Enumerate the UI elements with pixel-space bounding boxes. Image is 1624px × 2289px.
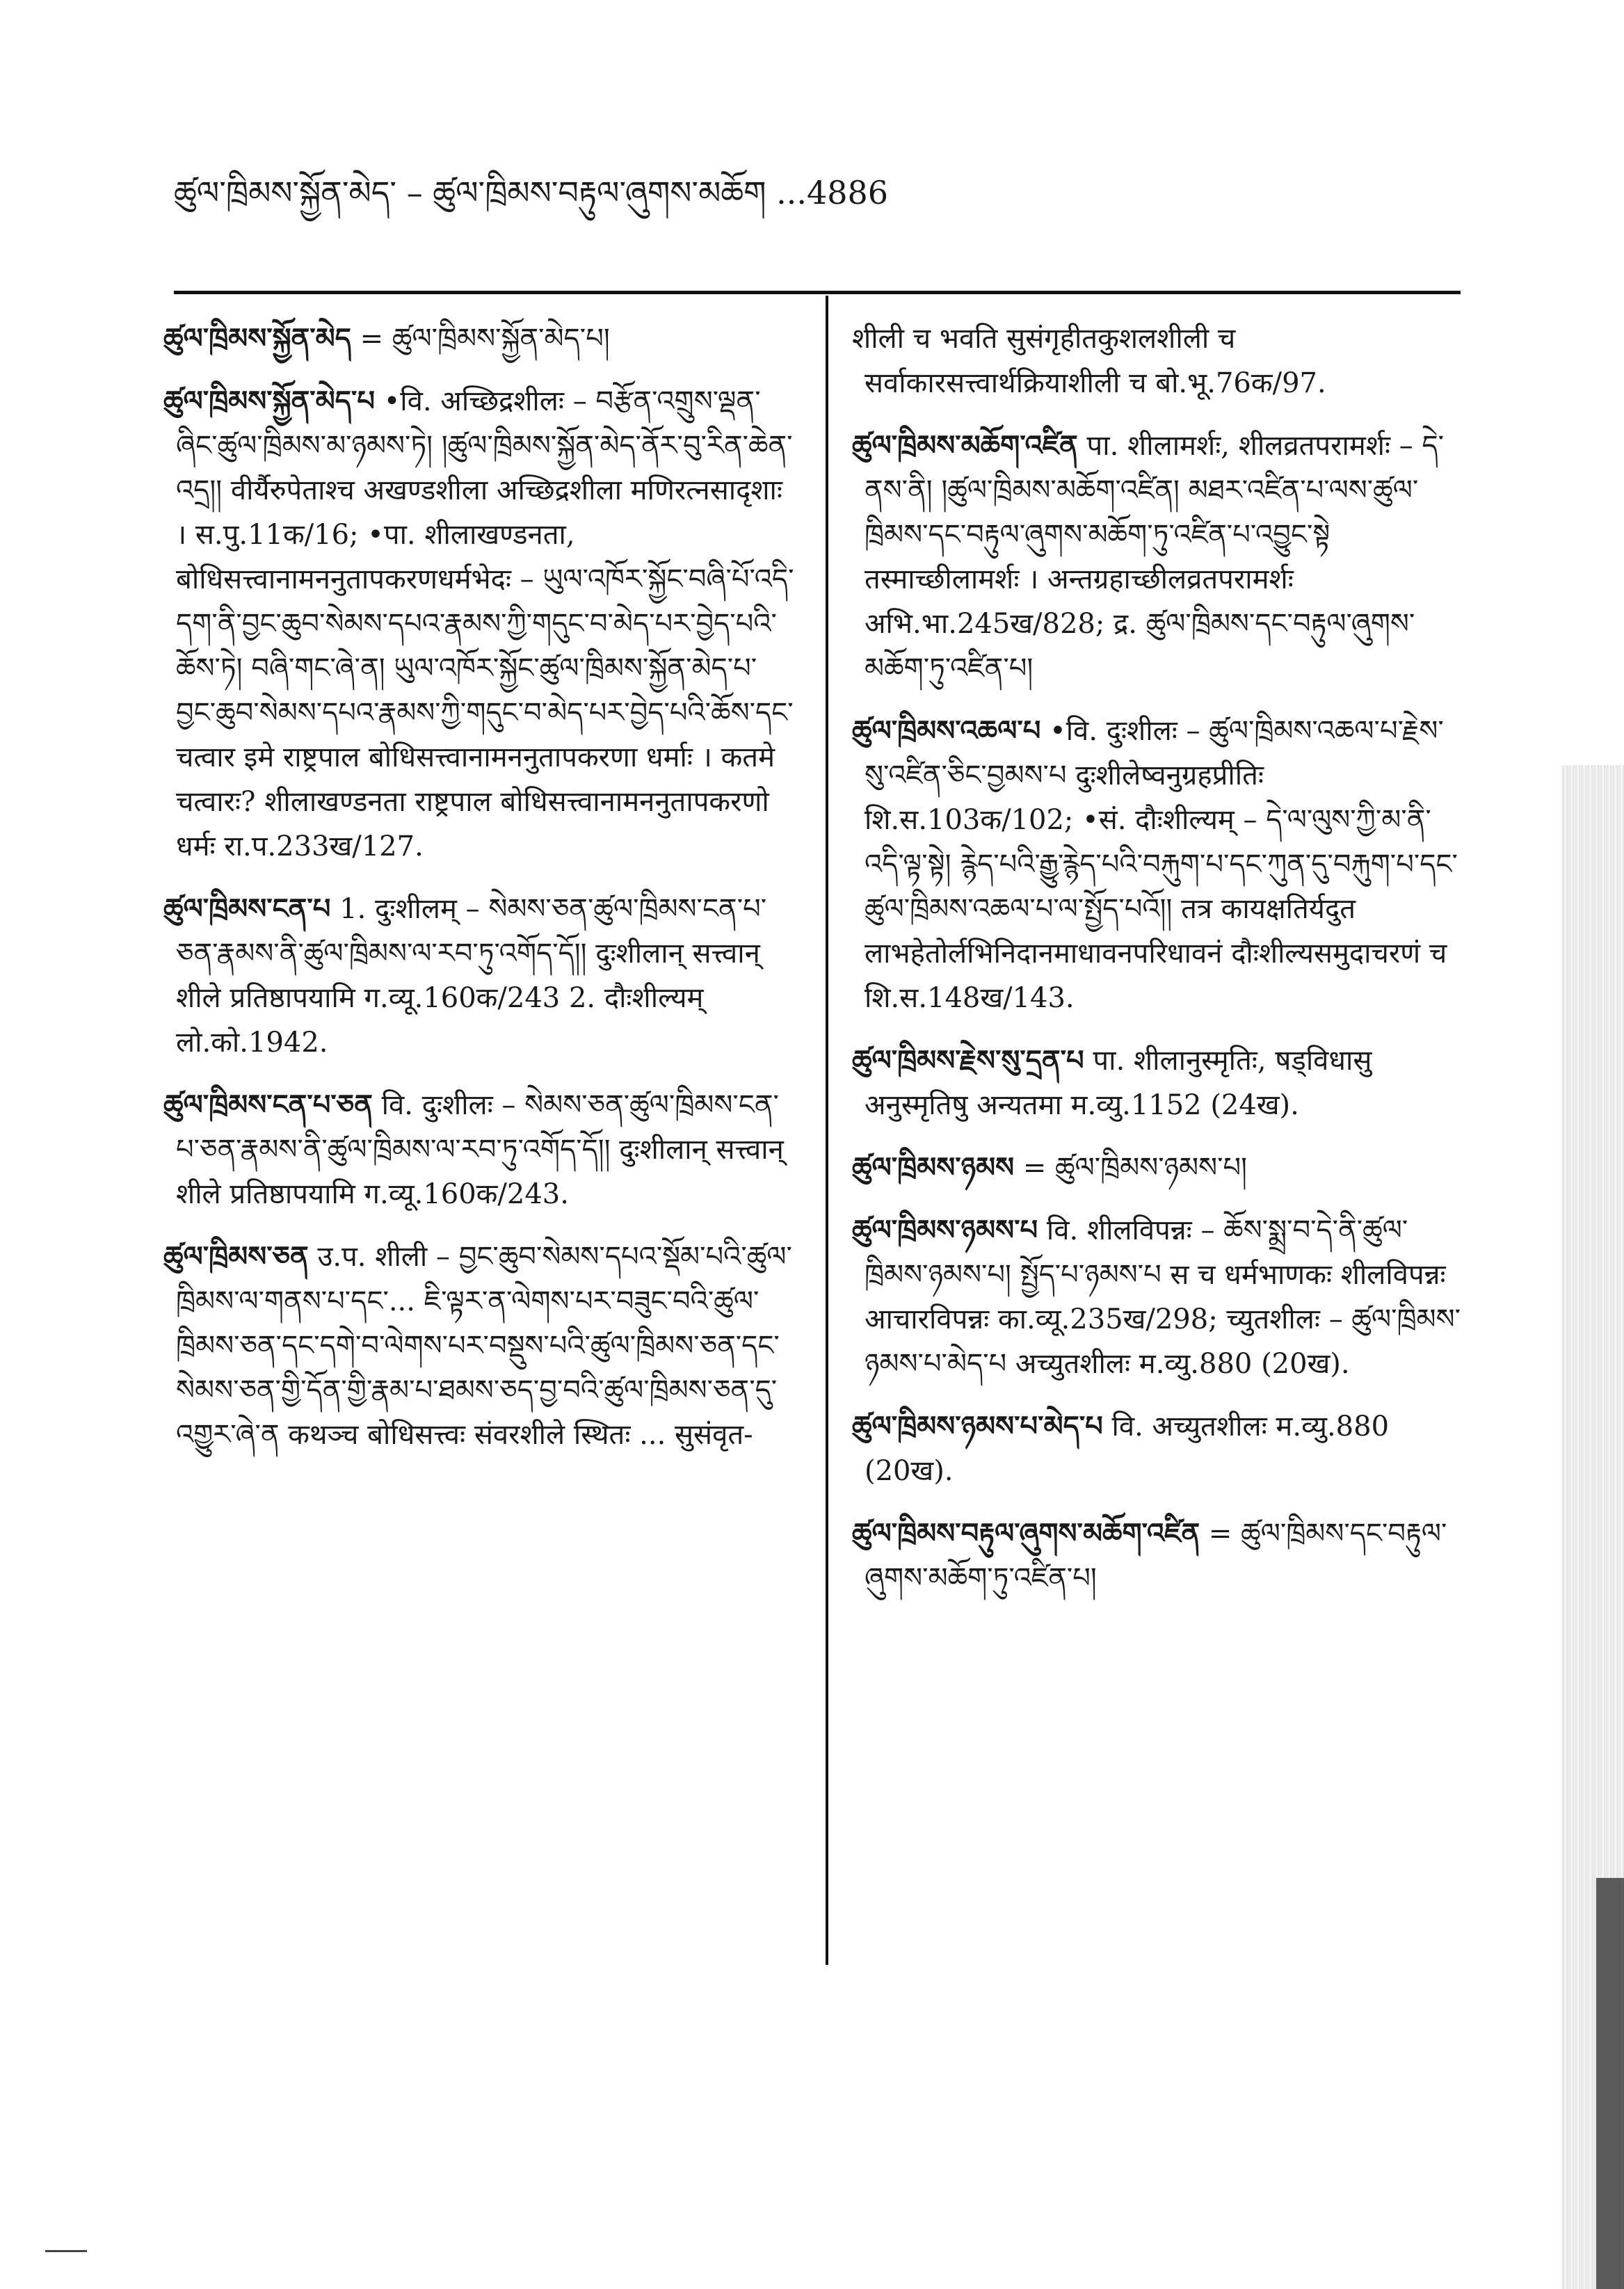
entry-headword: ཚུལ་ཁྲིམས་མཆོག་འཛིན	[852, 429, 1078, 462]
entry-definition: •वि. दुःशीलः – ཚུལ་ཁྲིམས་འཆལ་པ་རྗེས་སུ་འཛིན་ཅིང་བྱམས་པ दुःशीलेष्वनुग्रहप्रीतिः शि.स.103क/102; •सं. दौःशील्यम् – དེ་ལ་ལུས་ཀྱི་མ་ནི་འདི་ལྟ་སྟེ། རྙེད་པའི་རྒྱུ་རྙེད་པའི་བརྐུག་པ་དང་ཀུན་དུ་བརྐུག་པ་དང་ཚུལ་ཁྲིམས་འཆལ་པ་ལ་སྤྱོད་པའོ།། तत्र कायक्षतिर्यदुत लाभहेतोर्लभिनिदानमाधावनपरिधावनं दौःशील्यसमुदाचरणं च शि.स.148ख/143.	[865, 715, 1458, 1014]
entry-definition: 1. दुःशीलम् – སེམས་ཅན་ཚུལ་ཁྲིམས་ངན་པ་ཅན་རྣམས་ནི་ཚུལ་ཁྲིམས་ལ་རབ་ཏུ་འགོད་དོ།། दुःशीलान् सत्त्वान् शीले प्रतिष्ठापयामि ग.व्यू.160क/243 2. दौःशील्यम् लो.को.1942.	[176, 893, 767, 1059]
entry-headword: ཚུལ་ཁྲིམས་ངན་པ་ཅན	[163, 1089, 373, 1121]
dictionary-entry	[163, 379, 796, 869]
dictionary-entry	[163, 887, 796, 1065]
entry-headword: ཚུལ་ཁྲིམས་སྐྱོན་མེད	[163, 322, 351, 355]
entry-headword: ཚུལ་ཁྲིམས་ཅན	[163, 1240, 309, 1273]
dictionary-entry	[852, 1038, 1464, 1127]
dictionary-entry	[163, 1235, 796, 1457]
dictionary-entry	[852, 316, 1464, 405]
entry-headword: ཚུལ་ཁྲིམས་སྐྱོན་མེད་པ	[163, 385, 375, 417]
entry-headword: ཚུལ་ཁྲིམས་ཉམས་པ	[852, 1214, 1038, 1246]
column-divider	[826, 296, 828, 1965]
entry-definition: = ཚུལ་ཁྲིམས་དང་བརྟུལ་ཞུགས་མཆོག་ཏུ་འཛིན་པ།	[865, 1518, 1447, 1594]
scan-edge-dark	[1596, 1878, 1624, 2289]
dictionary-entry	[852, 1404, 1464, 1493]
entry-headword: ཚུལ་ཁྲིམས་བརྟུལ་ཞུགས་མཆོག་འཛིན	[852, 1517, 1200, 1550]
right-column	[852, 316, 1464, 1619]
entry-definition: •वि. अच्छिद्रशीलः – བརྩོན་འགྲུས་ལྡན་ཞིང་ཚུལ་ཁྲིམས་མ་ཉམས་ཏེ། །ཚུལ་ཁྲིམས་སྐྱོན་མེད་ནོར་བུ་རིན་ཆེན་འདྲ།། वीर्यैरुपेताश्च अखण्डशीला अच्छिद्रशीला मणिरत्नसादृशाः । स.पु.11क/16; •पा. शीलाखण्डनता, बोधिसत्त्वानामननुतापकरणधर्मभेदः – ཡུལ་འཁོར་སྐྱོང་བཞི་པོ་འདི་དག་ནི་བྱང་ཆུབ་སེམས་དཔའ་རྣམས་ཀྱི་གདུང་བ་མེད་པར་བྱེད་པའི་ཆོས་ཏེ། བཞི་གང་ཞེ་ན། ཡུལ་འཁོར་སྐྱོང་ཚུལ་ཁྲིམས་སྐྱོན་མེད་པ་བྱང་ཆུབ་སེམས་དཔའ་རྣམས་ཀྱི་གདུང་བ་མེད་པར་བྱེད་པའི་ཆོས་དང་ चत्वार इमे राष्ट्रपाल बोधिसत्त्वानामननुतापकरणा धर्माः । कतमे चत्वारः? शीलाखण्डनता राष्ट्रपाल बोधिसत्त्वानामननुतापकरणो धर्मः रा.प.233ख/127.	[176, 385, 794, 862]
left-column	[163, 316, 796, 1475]
dictionary-entry	[163, 1083, 796, 1216]
dictionary-entry	[852, 1511, 1464, 1600]
dictionary-entry	[852, 709, 1464, 1020]
entry-headword: ཚུལ་ཁྲིམས་ངན་པ	[163, 892, 331, 925]
entry-definition: पा. शीलामर्शः, शीलव्रतपरामर्शः – དེ་ནས་ནི། །ཚུལ་ཁྲིམས་མཆོག་འཛིན། མཐར་འཛིན་པ་ལས་ཚུལ་ཁྲིམས་དང་བརྟུལ་ཞུགས་མཆོག་ཏུ་འཛིན་པ་འབྱུང་སྟེ तस्माच्छीलामर्शः । अन्तग्रहाच्छीलव्रतपरामर्शः अभि.भा.245ख/828; द्र. ཚུལ་ཁྲིམས་དང་བརྟུལ་ཞུགས་མཆོག་ཏུ་འཛིན་པ།	[865, 430, 1445, 684]
entry-headword: ཚུལ་ཁྲིམས་ཉམས	[852, 1151, 1015, 1184]
dictionary-entry	[852, 1146, 1464, 1190]
dictionary-entry	[852, 424, 1464, 691]
page-header: ཚུལ་ཁྲིམས་སྐྱོན་མེད་ – ཚུལ་ཁྲིམས་བརྟུལ་ཞུགས་མཆོག ...4886	[174, 174, 889, 211]
entry-headword: ཚུལ་ཁྲིམས་རྗེས་སུ་དྲན་པ	[852, 1044, 1084, 1077]
dictionary-entry	[163, 316, 796, 361]
entry-definition: वि. दुःशीलः – སེམས་ཅན་ཚུལ་ཁྲིམས་ངན་པ་ཅན་རྣམས་ནི་ཚུལ་ཁྲིམས་ལ་རབ་ཏུ་འགོད་དོ།། दुःशीलान् सत्त्वान् शीले प्रतिष्ठापयामि ग.व्यू.160क/243.	[176, 1089, 784, 1210]
header-rule	[174, 291, 1461, 294]
entry-definition: = ཚུལ་ཁྲིམས་སྐྱོན་མེད་པ།	[360, 323, 610, 355]
entry-definition: पा. शीलानुस्मृतिः, षड्विधासु अनुस्मृतिषु अन्यतमा म.व्यु.1152 (24ख).	[865, 1045, 1372, 1121]
corner-mark	[45, 2250, 87, 2252]
entry-definition: = ཚུལ་ཁྲིམས་ཉམས་པ།	[1022, 1152, 1248, 1184]
entry-headword: ཚུལ་ཁྲིམས་ཉམས་པ་མེད་པ	[852, 1410, 1103, 1443]
entry-headword: ཚུལ་ཁྲིམས་འཆལ་པ	[852, 714, 1041, 747]
dictionary-entry	[852, 1208, 1464, 1386]
entry-definition: शीली च भवति सुसंगृहीतकुशलशीली च सर्वाकारसत्त्वार्थक्रियाशीली च बो.भू.76क/97.	[852, 323, 1326, 399]
entry-definition: वि. शीलविपन्नः – ཆོས་སྨྲ་བ་དེ་ནི་ཚུལ་ཁྲིམས་ཉམས་པ། སྤྱོད་པ་ཉམས་པ स च धर्मभाणकः शीलविपन्नः आचारविपन्नः का.व्यू.235ख/298; च्युतशीलः – ཚུལ་ཁྲིམས་ཉམས་པ་མེད་པ अच्युतशीलः म.व्यु.880 (20ख).	[865, 1214, 1461, 1380]
entry-definition: वि. अच्युतशीलः म.व्यु.880 (20ख).	[865, 1411, 1390, 1487]
entry-definition: उ.प. शीली – བྱང་ཆུབ་སེམས་དཔའ་སྡོམ་པའི་ཚུལ་ཁྲིམས་ལ་གནས་པ་དང་... ཇི་ལྟར་ན་ལེགས་པར་བཟུང་བའི་ཚུལ་ཁྲིམས་ཅན་དང་དགེ་བ་ལེགས་པར་བསྡུས་པའི་ཚུལ་ཁྲིམས་ཅན་དང་སེམས་ཅན་གྱི་དོན་གྱི་རྣམ་པ་ཐམས་ཅད་བྱ་བའི་ཚུལ་ཁྲིམས་ཅན་དུ་འགྱུར་ཞེ་ན कथञ्च बोधिसत्त्वः संवरशीले स्थितः ... सुसंवृत-	[176, 1241, 792, 1451]
